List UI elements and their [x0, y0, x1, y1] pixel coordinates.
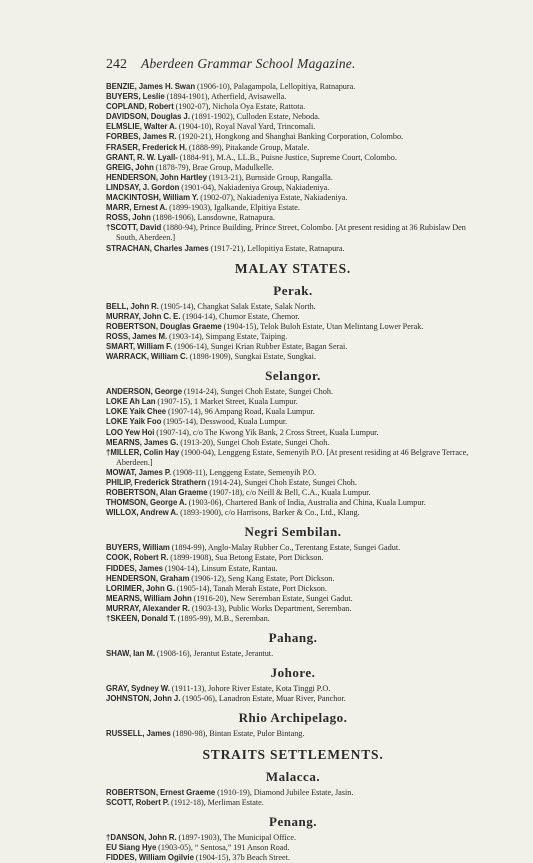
- entry-detail: (1916-20), New Seremban Estate, Sungei Gadut.: [193, 593, 353, 603]
- state-heading: Negri Sembilan.: [244, 524, 342, 540]
- directory-entry: [106, 153, 480, 163]
- directory-entry: [106, 438, 480, 448]
- entry-detail: (1907-18), c/o Neill & Bell, C.A., Kuala Lumpur.: [209, 488, 371, 498]
- entry-detail: (1905-14), Changkat Salak Estate, Salak North.: [160, 301, 316, 311]
- directory-entry: [106, 92, 480, 102]
- entry-name: MURRAY, Alexander R.: [106, 603, 190, 613]
- entry-name: MURRAY, John C. E.: [106, 311, 181, 321]
- entry-detail: (1912-18), Merliman Estate.: [171, 797, 264, 807]
- entry-name: MEARNS, James G.: [106, 437, 179, 447]
- entry-detail: (1898-1906), Lansdowne, Ratnapura.: [152, 213, 275, 223]
- directory-entry: [106, 223, 480, 243]
- directory-entry: [106, 543, 480, 553]
- entry-name: WILLOX, Andrew A.: [106, 508, 179, 518]
- directory-entry: [106, 213, 480, 223]
- entry-detail: (1910-19), Diamond Jubilee Estate, Jasin.: [217, 787, 354, 797]
- entry-name: BUYERS, Leslie: [106, 92, 165, 102]
- entry-name: ROSS, James M.: [106, 331, 168, 341]
- entry-detail: (1884-91), M.A., LL.B., Puisne Justice, Supreme Court, Colombo.: [179, 152, 397, 162]
- region-heading: STRAITS SETTLEMENTS.: [202, 746, 384, 762]
- entry-detail: (1906-14), Sungei Krian Rubber Estate, Bagan Serai.: [174, 341, 348, 351]
- page-content: [106, 82, 480, 863]
- directory-entry: [106, 478, 480, 488]
- directory-entry: [106, 843, 480, 853]
- entry-detail: (1904-15), 37b Beach Street.: [195, 852, 290, 862]
- entry-detail: (1905-06), Lanadron Estate, Muar River, Panchor.: [182, 694, 346, 704]
- entry-name: FORBES, James R.: [106, 132, 177, 142]
- directory-entry: [106, 183, 480, 193]
- entry-detail: (1901-04), Nakiadeniya Group, Nakiadeniya.: [181, 182, 330, 192]
- entry-name: JOHNSTON, John J.: [106, 694, 181, 704]
- directory-entry: [106, 342, 480, 352]
- state-heading: Malacca.: [265, 768, 321, 784]
- entry-name: EU Siang Hye: [106, 842, 157, 852]
- directory-entry: [106, 584, 480, 594]
- entry-detail: (1917-21), Lellopitiya Estate, Ratnapura.: [210, 243, 345, 253]
- state-heading: Pahang.: [268, 630, 318, 646]
- entry-name: COPLAND, Robert: [106, 102, 174, 112]
- entry-name: GRAY, Sydney W.: [106, 684, 170, 694]
- directory-entry: [106, 397, 480, 407]
- entry-name: ROBERTSON, Ernest Graeme: [106, 787, 216, 797]
- directory-entry: [106, 594, 480, 604]
- entry-name: LOO Yew Hoi: [106, 427, 155, 437]
- entry-name: BENZIE, James H. Swan: [106, 82, 196, 91]
- entry-name: GREIG, John: [106, 162, 154, 172]
- entry-detail: (1907-14), 96 Ampang Road, Kuala Lumpur.: [167, 407, 315, 417]
- directory-entry: [106, 574, 480, 584]
- entry-name: †MILLER, Colin Hay: [106, 447, 180, 457]
- directory-entry: [106, 244, 480, 254]
- entry-name: †DANSON, John R.: [106, 832, 177, 842]
- entry-detail: (1888-99), Pitakande Group, Matale.: [188, 142, 310, 152]
- directory-entry: [106, 407, 480, 417]
- directory-entry: [106, 488, 480, 498]
- entry-name: SHAW, Ian M.: [106, 649, 155, 659]
- entry-name: MEARNS, William John: [106, 593, 192, 603]
- entry-name: LORIMER, John G.: [106, 583, 175, 593]
- entry-name: COOK, Robert R.: [106, 553, 169, 563]
- entry-detail: (1907-14), c/o The Kwong Yik Bank, 2 Cross Street, Kuala Lumpur.: [156, 427, 379, 437]
- entry-name: PHILIP, Frederick Strathern: [106, 478, 206, 487]
- entry-name: LOKE Yaik Foo: [106, 417, 162, 427]
- entry-name: BELL, John R.: [106, 301, 159, 311]
- directory-entry: [106, 649, 480, 659]
- entry-detail: (1904-14), Linsum Estate, Rantau.: [164, 563, 278, 573]
- directory-entry: [106, 163, 480, 173]
- entry-name: ELMSLIE, Walter A.: [106, 122, 177, 132]
- directory-entry: [106, 102, 480, 112]
- state-heading: Perak.: [273, 282, 313, 298]
- entry-name: RUSSELL, James: [106, 729, 171, 739]
- entry-name: MARR, Ernest A.: [106, 203, 168, 213]
- entry-name: SMART, William F.: [106, 341, 173, 351]
- directory-entry: [106, 132, 480, 142]
- directory-entry: [106, 193, 480, 203]
- entry-detail: (1907-15), 1 Market Street, Kuala Lumpur.: [157, 397, 298, 407]
- page-header: [106, 55, 356, 73]
- entry-name: MOWAT, James P.: [106, 467, 172, 477]
- entry-name: LOKE Ah Lan: [106, 397, 156, 407]
- entry-name: LINDSAY, J. Gordon: [106, 182, 180, 192]
- directory-entry: [106, 468, 480, 478]
- directory-entry: [106, 417, 480, 427]
- entry-detail: (1890-98), Bintan Estate, Pulor Bintang.: [172, 729, 305, 739]
- directory-entry: [106, 448, 480, 468]
- entry-name: FIDDES, James: [106, 563, 164, 573]
- entry-name: LOKE Yaik Chee: [106, 407, 167, 417]
- entry-detail: (1905-14), Tanah Merah Estate, Port Dickson.: [176, 583, 327, 593]
- directory-entry: [106, 798, 480, 808]
- entry-detail: (1920-21), Hongkong and Shanghai Banking Corporation, Colombo.: [178, 132, 404, 142]
- entry-detail: (1899-1903), Igalkande, Elpitiya Estate.: [169, 203, 300, 213]
- directory-entry: [106, 82, 480, 92]
- entry-detail: (1913-21), Burnside Group, Rangalla.: [208, 172, 333, 182]
- entry-name: ROBERTSON, Douglas Graeme: [106, 321, 222, 331]
- entry-detail: (1904-14), Chumor Estate, Chemor.: [182, 311, 300, 321]
- directory-entry: [106, 428, 480, 438]
- entry-name: †SKEEN, Donald T.: [106, 614, 176, 624]
- directory-entry: [106, 173, 480, 183]
- entry-detail: (1893-1900), c/o Harrisons, Barker & Co., Ltd., Klang.: [180, 508, 360, 518]
- entry-name: FIDDES, William Ogilvie: [106, 852, 194, 862]
- entry-name: STRACHAN, Charles James: [106, 243, 209, 253]
- entry-detail: (1908-16), Jerantut Estate, Jerantut.: [156, 649, 274, 659]
- entry-detail: (1894-1901), Atherfield, Avisawella.: [166, 92, 287, 102]
- directory-entry: [106, 564, 480, 574]
- entry-detail: (1903-14), Simpang Estate, Taiping.: [169, 331, 288, 341]
- entry-detail: (1897-1903), The Municipal Office.: [178, 832, 297, 842]
- entry-detail: (1900-04), Lenggeng Estate, Semenyih P.O. [At present residing at 46 Belgrave Terrace, Aberdeen.]: [116, 447, 469, 467]
- entry-detail: (1880-94), Prince Building, Prince Street, Colombo. [At present residing at 36 Rubislaw Den South, Aberdeen.]: [116, 223, 466, 243]
- entry-detail: (1903-05), “ Sentosa,” 191 Anson Road.: [158, 842, 290, 852]
- entry-detail: (1878-79), Brae Group, Madulkelle.: [155, 162, 274, 172]
- directory-entry: [106, 122, 480, 132]
- state-heading: Rhio Archipelago.: [238, 710, 348, 726]
- directory-entry: [106, 614, 480, 624]
- directory-entry: [106, 352, 480, 362]
- entry-name: SCOTT, Robert P.: [106, 797, 170, 807]
- directory-entry: [106, 143, 480, 153]
- entry-detail: (1913-20), Sungei Choh Estate, Sungei Choh.: [180, 437, 330, 447]
- entry-name: ANDERSON, George: [106, 387, 183, 397]
- entry-detail: (1895-99), M.B., Seremban.: [177, 614, 270, 624]
- directory-entry: [106, 833, 480, 843]
- state-heading: Penang.: [269, 813, 317, 829]
- directory-entry: [106, 312, 480, 322]
- entry-name: ROSS, John: [106, 213, 151, 223]
- entry-detail: (1905-14), Desswood, Kuala Lumpur.: [163, 417, 288, 427]
- entry-detail: (1911-13), Johore River Estate, Kota Tinggi P.O.: [171, 684, 331, 694]
- entry-detail: (1899-1908), Sua Betong Estate, Port Dickson.: [170, 553, 324, 563]
- entry-detail: (1906-10), Palagampola, Lellopitiya, Ratnapura.: [196, 82, 356, 91]
- entry-detail: (1898-1909), Sungkai Estate, Sungkai.: [189, 352, 316, 362]
- directory-entry: [106, 508, 480, 518]
- directory-entry: [106, 322, 480, 332]
- entry-detail: (1906-12), Seng Kang Estate, Port Dickson.: [191, 573, 335, 583]
- entry-name: HENDERSON, John Hartley: [106, 172, 207, 182]
- entry-detail: (1914-24), Sungei Choh Estate, Sungei Choh.: [207, 478, 357, 487]
- entry-detail: (1914-24), Sungei Choh Estate, Sungei Choh.: [183, 387, 334, 397]
- directory-entry: [106, 853, 480, 863]
- directory-entry: [106, 604, 480, 614]
- entry-detail: (1903-13), Public Works Department, Seremban.: [191, 603, 352, 613]
- entry-detail: (1903-06), Chartered Bank of India, Australia and China, Kuala Lumpur.: [188, 498, 426, 508]
- page-number: 242: [106, 57, 127, 72]
- entry-name: THOMSON, George A.: [106, 498, 187, 508]
- directory-entry: [106, 729, 480, 739]
- directory-entry: [106, 788, 480, 798]
- directory-entry: [106, 684, 480, 694]
- directory-entry: [106, 553, 480, 563]
- directory-entry: [106, 112, 480, 122]
- entry-name: GRANT, R. W. Lyall-: [106, 152, 178, 162]
- entry-name: ROBERTSON, Alan Graeme: [106, 488, 208, 498]
- entry-detail: (1894-99), Anglo-Malay Rubber Co., Terentang Estate, Sungei Gadut.: [171, 543, 401, 553]
- entry-detail: (1902-07), Nichola Oya Estate, Rattota.: [175, 102, 306, 112]
- entry-detail: (1891-1902), Culloden Estate, Neboda.: [191, 112, 320, 122]
- entry-name: HENDERSON, Graham: [106, 573, 190, 583]
- directory-entry: [106, 387, 480, 397]
- entry-detail: (1904-10), Royal Naval Yard, Trincomali.: [178, 122, 316, 132]
- state-heading: Johore.: [270, 665, 316, 681]
- entry-name: FRASER, Frederick H.: [106, 142, 188, 152]
- directory-entry: [106, 302, 480, 312]
- directory-entry: [106, 203, 480, 213]
- directory-entry: [106, 332, 480, 342]
- entry-name: †SCOTT, David: [106, 223, 162, 233]
- entry-name: DAVIDSON, Douglas J.: [106, 112, 190, 122]
- entry-name: MACKINTOSH, William Y.: [106, 193, 199, 203]
- magazine-title: Aberdeen Grammar School Magazine.: [141, 56, 356, 71]
- entry-detail: (1902-07), Nakiadeniya Estate, Nakiadeniya.: [200, 193, 348, 203]
- region-heading: MALAY STATES.: [234, 260, 352, 276]
- entry-name: BUYERS, William: [106, 543, 170, 553]
- entry-detail: (1904-15), Telok Buloh Estate, Utan Melintang Lower Perak.: [223, 321, 424, 331]
- state-heading: Selangor.: [265, 368, 321, 384]
- entry-detail: (1908-11), Lenggeng Estate, Semenyih P.O.: [173, 467, 317, 477]
- entry-name: WARRACK, William C.: [106, 352, 188, 362]
- directory-entry: [106, 498, 480, 508]
- directory-entry: [106, 694, 480, 704]
